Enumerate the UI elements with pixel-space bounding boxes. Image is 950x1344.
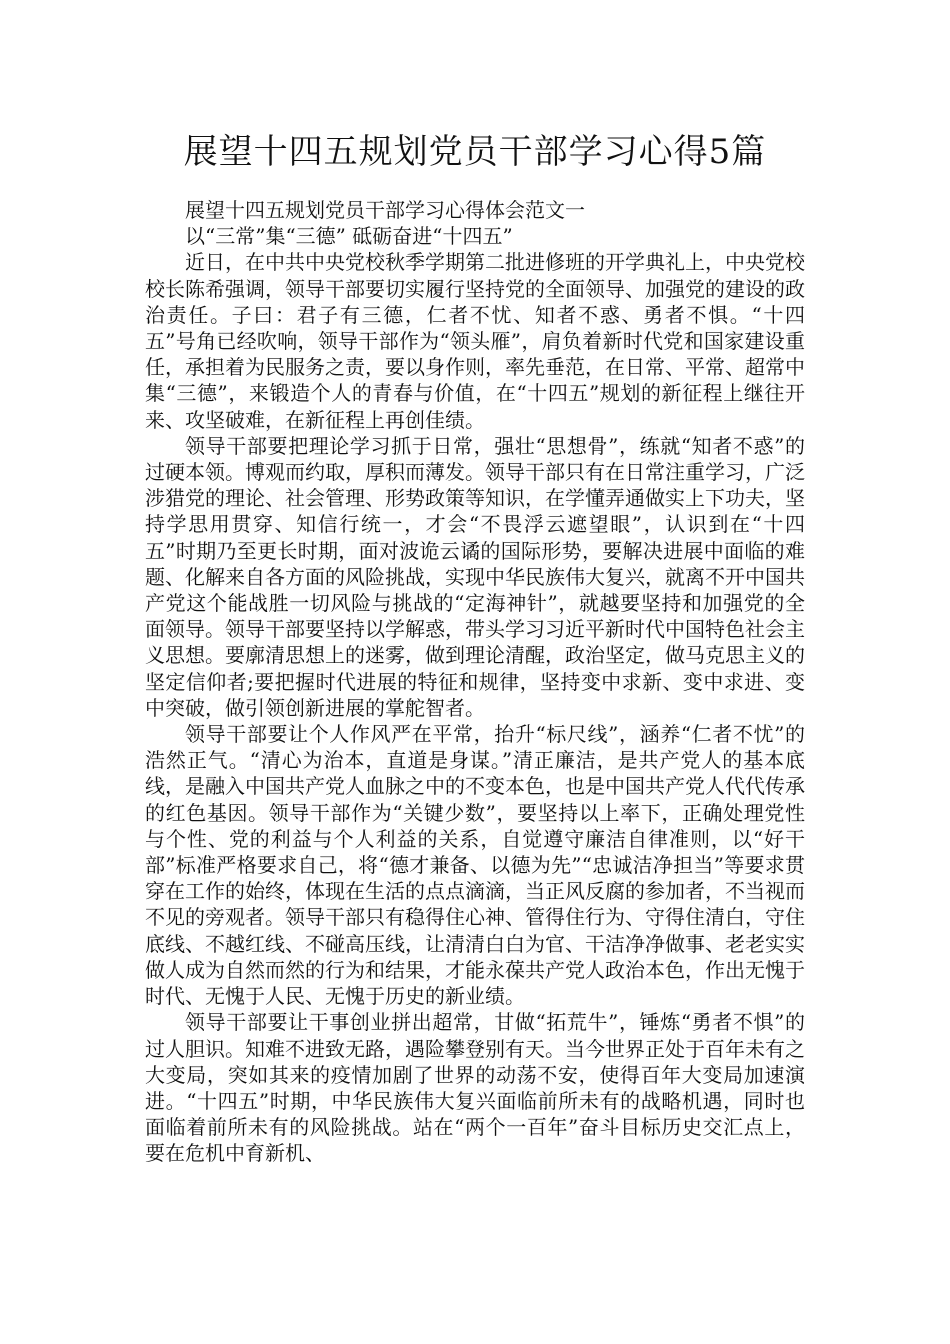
body-paragraph-2: 领导干部要把理论学习抓于日常，强壮“思想骨”，练就“知者不惑”的过硬本领。博观而约取，厚积而薄发。领导干部只有在日常注重学习，广泛涉猎党的理论、社会管理、形势政策等知识，在学懂弄通做实上下功夫，坚持学思用贯穿、知信行统一，才会“不畏浮云遮望眼”，认识到在“十四五”时期乃至更长时期，面对波诡云谲的国际形势，要解决进展中面临的难题、化解来自各方面的风险挑战，实现中华民族伟大复兴，就离不开中国共产党这个能战胜一切风险与挑战的“定海神针”，就越要坚持和加强党的全面领导。领导干部要坚持以学解惑，带头学习习近平新时代中国特色社会主义思想。要廓清思想上的迷雾，做到理论清醒，政治坚定，做马克思主义的坚定信仰者;要把握时代进展的特征和规律，坚持变中求新、变中求进、变中突破，做引领创新进展的掌舵智者。 [145, 433, 805, 720]
document-subtitle: 展望十四五规划党员干部学习心得体会范文一 [185, 198, 585, 222]
body-paragraph-1: 近日，在中共中央党校秋季学期第二批进修班的开学典礼上，中央党校校长陈希强调，领导干部要切实履行坚持党的全面领导、加强党的建设的政治责任。子曰：君子有三德，仁者不忧、知者不惑、勇者不惧。“十四五”号角已经吹响，领导干部作为“领头雁”，肩负着新时代党和国家建设重任，承担着为民服务之责，要以身作则，率先垂范，在日常、平常、超常中集“三德”，来锻造个人的青春与价值，在“十四五”规划的新征程上继往开来、攻坚破难，在新征程上再创佳绩。 [145, 250, 805, 432]
document-body [145, 197, 805, 1167]
body-paragraph-3: 领导干部要让个人作风严在平常，抬升“标尺线”，涵养“仁者不忧”的浩然正气。“清心为治本，直道是身谋。”清正廉洁，是共产党人的基本底线，是融入中国共产党人血脉之中的不变本色，也是中国共产党人代代传承的红色基因。领导干部作为“关键少数”，要坚持以上率下，正确处理党性与个性、党的利益与个人利益的关系，自觉遵守廉洁自律准则，以“好干部”标准严格要求自己，将“德才兼备、以德为先”“忠诚洁净担当”等要求贯穿在工作的始终，体现在生活的点点滴滴，当正风反腐的参加者，不当视而不见的旁观者。领导干部只有稳得住心神、管得住行为、守得住清白，守住底线、不越红线、不碰高压线，让清清白白为官、干洁净净做事、老老实实做人成为自然而然的行为和结果，才能永葆共产党人政治本色，作出无愧于时代、无愧于人民、无愧于历史的新业绩。 [145, 722, 805, 1009]
document-title: 展望十四五规划党员干部学习心得5篇 [183, 132, 767, 172]
document-heading: 以“三常”集“三德” 砥砺奋进“十四五” [185, 224, 513, 249]
body-paragraph-4: 领导干部要让干事创业拼出超常，甘做“拓荒牛”，锤炼“勇者不惧”的过人胆识。知难不进致无路，遇险攀登别有天。当今世界正处于百年未有之大变局，突如其来的疫情加剧了世界的动荡不安，使得百年大变局加速演进。“十四五”时期，中华民族伟大复兴面临前所未有的战略机遇，同时也面临着前所未有的风险挑战。站在“两个一百年”奋斗目标历史交汇点上，要在危机中育新机、 [145, 1010, 805, 1166]
